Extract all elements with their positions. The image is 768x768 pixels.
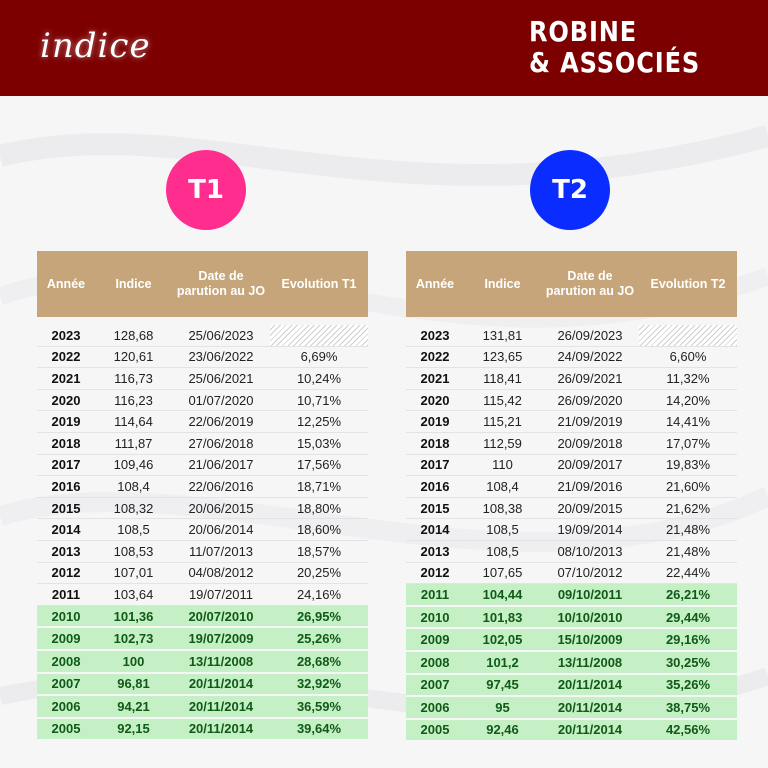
table-row [406, 346, 737, 368]
table-row [406, 454, 737, 476]
t1-table [37, 251, 368, 741]
date-cell: 21/09/2019 [541, 411, 639, 433]
table-row [37, 346, 368, 368]
t2-table [406, 251, 737, 742]
date-cell: 01/07/2020 [172, 389, 270, 411]
evolution-cell: 26,95% [270, 605, 368, 627]
year-cell: 2023 [406, 325, 464, 346]
year-cell: 2005 [406, 719, 464, 742]
date-cell: 04/08/2012 [172, 562, 270, 584]
index-cell: 97,45 [464, 674, 541, 697]
table-row [406, 519, 737, 541]
t1-header-row [37, 251, 368, 317]
date-cell: 20/11/2014 [541, 719, 639, 742]
date-cell: 13/11/2008 [541, 651, 639, 674]
evolution-cell: 18,57% [270, 540, 368, 562]
evolution-cell: 26,21% [639, 584, 737, 606]
date-cell: 20/09/2018 [541, 432, 639, 454]
evolution-cell: 10,24% [270, 368, 368, 390]
evolution-cell: 29,44% [639, 606, 737, 629]
year-cell: 2010 [406, 606, 464, 629]
year-cell: 2014 [37, 519, 95, 541]
evolution-cell: 18,71% [270, 476, 368, 498]
evolution-cell: 36,59% [270, 695, 368, 718]
date-cell: 25/06/2023 [172, 325, 270, 346]
date-cell: 15/10/2009 [541, 628, 639, 651]
index-cell: 110 [464, 454, 541, 476]
index-cell: 95 [464, 696, 541, 719]
evolution-cell: 42,56% [639, 719, 737, 742]
table-row [406, 674, 737, 697]
evolution-cell: 14,20% [639, 389, 737, 411]
evolution-cell: 21,48% [639, 540, 737, 562]
evolution-cell: 17,56% [270, 454, 368, 476]
date-cell: 22/06/2016 [172, 476, 270, 498]
table-row [406, 497, 737, 519]
year-cell: 2006 [37, 695, 95, 718]
t2-header-row [406, 251, 737, 317]
evolution-cell: 28,68% [270, 650, 368, 673]
date-cell: 26/09/2023 [541, 325, 639, 346]
table-row [406, 719, 737, 742]
table-row [406, 562, 737, 584]
brand-logo [529, 16, 728, 78]
year-cell: 2008 [37, 650, 95, 673]
evolution-cell: 18,60% [270, 519, 368, 541]
year-cell: 2010 [37, 605, 95, 627]
table-row [37, 454, 368, 476]
index-cell: 108,5 [464, 519, 541, 541]
year-cell: 2023 [37, 325, 95, 346]
index-cell: 108,5 [95, 519, 172, 541]
brand-line-1: ROBINE [529, 15, 638, 48]
spacer-row [37, 317, 368, 325]
evolution-cell: 10,71% [270, 389, 368, 411]
table-row [406, 432, 737, 454]
table-row [37, 718, 368, 741]
date-cell: 25/06/2021 [172, 368, 270, 390]
year-cell: 2015 [37, 497, 95, 519]
index-cell: 108,4 [95, 476, 172, 498]
index-cell: 101,83 [464, 606, 541, 629]
date-cell: 09/10/2011 [541, 584, 639, 606]
t1-header-date: Date de parution au JO [172, 251, 270, 317]
date-cell: 20/11/2014 [172, 695, 270, 718]
evolution-cell: 19,83% [639, 454, 737, 476]
evolution-cell: 14,41% [639, 411, 737, 433]
table-row [406, 651, 737, 674]
evolution-cell: 6,69% [270, 346, 368, 368]
year-cell: 2014 [406, 519, 464, 541]
table-row [37, 476, 368, 498]
t1-header-evolution: Evolution T1 [270, 251, 368, 317]
t2-table-body [406, 317, 737, 741]
year-cell: 2011 [37, 584, 95, 606]
evolution-cell: 24,16% [270, 584, 368, 606]
index-cell: 114,64 [95, 411, 172, 433]
year-cell: 2009 [406, 628, 464, 651]
year-cell: 2015 [406, 497, 464, 519]
date-cell: 20/07/2010 [172, 605, 270, 627]
table-row [37, 389, 368, 411]
evolution-cell [639, 325, 737, 346]
header-banner [0, 0, 768, 96]
table-row [37, 673, 368, 696]
index-cell: 103,64 [95, 584, 172, 606]
index-cell: 102,05 [464, 628, 541, 651]
evolution-cell: 12,25% [270, 411, 368, 433]
table-row [37, 411, 368, 433]
year-cell: 2019 [406, 411, 464, 433]
index-cell: 120,61 [95, 346, 172, 368]
date-cell: 22/06/2019 [172, 411, 270, 433]
year-cell: 2016 [37, 476, 95, 498]
year-cell: 2016 [406, 476, 464, 498]
year-cell: 2022 [406, 346, 464, 368]
date-cell: 20/06/2015 [172, 497, 270, 519]
index-cell: 94,21 [95, 695, 172, 718]
index-cell: 107,01 [95, 562, 172, 584]
indice-logo: indice [40, 26, 151, 66]
evolution-cell: 25,26% [270, 627, 368, 650]
index-cell: 128,68 [95, 325, 172, 346]
date-cell: 11/07/2013 [172, 540, 270, 562]
date-cell: 19/07/2009 [172, 627, 270, 650]
year-cell: 2012 [37, 562, 95, 584]
date-cell: 21/09/2016 [541, 476, 639, 498]
evolution-cell: 18,80% [270, 497, 368, 519]
index-cell: 115,42 [464, 389, 541, 411]
table-row [406, 584, 737, 606]
date-cell: 23/06/2022 [172, 346, 270, 368]
index-cell: 100 [95, 650, 172, 673]
table-row [406, 368, 737, 390]
t2-badge: T2 [530, 150, 610, 230]
evolution-cell: 29,16% [639, 628, 737, 651]
date-cell: 20/09/2017 [541, 454, 639, 476]
date-cell: 27/06/2018 [172, 432, 270, 454]
year-cell: 2007 [37, 673, 95, 696]
date-cell: 20/11/2014 [541, 674, 639, 697]
table-row [406, 389, 737, 411]
index-cell: 104,44 [464, 584, 541, 606]
evolution-cell: 6,60% [639, 346, 737, 368]
table-row [37, 695, 368, 718]
evolution-cell: 21,48% [639, 519, 737, 541]
index-cell: 92,46 [464, 719, 541, 742]
t2-header-year: Année [406, 251, 464, 317]
table-row [37, 584, 368, 606]
evolution-cell: 21,62% [639, 497, 737, 519]
table-row [37, 325, 368, 346]
spacer-cell [37, 317, 368, 325]
table-row [37, 650, 368, 673]
brand-line-2: & ASSOCIÉS [529, 46, 701, 79]
t1-header-index: Indice [95, 251, 172, 317]
index-cell: 112,59 [464, 432, 541, 454]
index-cell: 131,81 [464, 325, 541, 346]
index-cell: 101,36 [95, 605, 172, 627]
year-cell: 2017 [37, 454, 95, 476]
table-row [37, 562, 368, 584]
year-cell: 2019 [37, 411, 95, 433]
table-row [37, 519, 368, 541]
year-cell: 2012 [406, 562, 464, 584]
year-cell: 2021 [37, 368, 95, 390]
date-cell: 20/11/2014 [172, 718, 270, 741]
date-cell: 10/10/2010 [541, 606, 639, 629]
evolution-cell: 35,26% [639, 674, 737, 697]
date-cell: 13/11/2008 [172, 650, 270, 673]
index-cell: 108,4 [464, 476, 541, 498]
year-cell: 2007 [406, 674, 464, 697]
index-cell: 108,32 [95, 497, 172, 519]
date-cell: 19/09/2014 [541, 519, 639, 541]
index-cell: 123,65 [464, 346, 541, 368]
t1-badge: T1 [166, 150, 246, 230]
year-cell: 2011 [406, 584, 464, 606]
table-row [37, 497, 368, 519]
index-cell: 92,15 [95, 718, 172, 741]
evolution-cell: 20,25% [270, 562, 368, 584]
table-row [406, 325, 737, 346]
index-cell: 96,81 [95, 673, 172, 696]
index-cell: 116,73 [95, 368, 172, 390]
table-row [37, 605, 368, 627]
table-row [406, 411, 737, 433]
year-cell: 2008 [406, 651, 464, 674]
year-cell: 2009 [37, 627, 95, 650]
t1-table-body [37, 317, 368, 740]
year-cell: 2013 [37, 540, 95, 562]
year-cell: 2013 [406, 540, 464, 562]
date-cell: 26/09/2020 [541, 389, 639, 411]
index-cell: 108,53 [95, 540, 172, 562]
date-cell: 20/11/2014 [541, 696, 639, 719]
year-cell: 2018 [37, 432, 95, 454]
date-cell: 20/06/2014 [172, 519, 270, 541]
evolution-cell: 17,07% [639, 432, 737, 454]
date-cell: 20/09/2015 [541, 497, 639, 519]
year-cell: 2017 [406, 454, 464, 476]
table-row [406, 696, 737, 719]
evolution-cell: 30,25% [639, 651, 737, 674]
table-row [406, 540, 737, 562]
table-row [406, 476, 737, 498]
date-cell: 24/09/2022 [541, 346, 639, 368]
date-cell: 26/09/2021 [541, 368, 639, 390]
evolution-cell [270, 325, 368, 346]
table-row [37, 540, 368, 562]
index-cell: 118,41 [464, 368, 541, 390]
evolution-cell: 22,44% [639, 562, 737, 584]
index-cell: 101,2 [464, 651, 541, 674]
index-cell: 111,87 [95, 432, 172, 454]
date-cell: 20/11/2014 [172, 673, 270, 696]
index-cell: 107,65 [464, 562, 541, 584]
spacer-row [406, 317, 737, 325]
evolution-cell: 15,03% [270, 432, 368, 454]
year-cell: 2020 [37, 389, 95, 411]
t2-header-index: Indice [464, 251, 541, 317]
date-cell: 21/06/2017 [172, 454, 270, 476]
year-cell: 2021 [406, 368, 464, 390]
t1-header-year: Année [37, 251, 95, 317]
evolution-cell: 32,92% [270, 673, 368, 696]
table-row [37, 432, 368, 454]
index-cell: 108,5 [464, 540, 541, 562]
year-cell: 2020 [406, 389, 464, 411]
table-row [406, 628, 737, 651]
year-cell: 2006 [406, 696, 464, 719]
t2-header-date: Date de parution au JO [541, 251, 639, 317]
evolution-cell: 21,60% [639, 476, 737, 498]
table-row [37, 368, 368, 390]
table-row [406, 606, 737, 629]
table-row [37, 627, 368, 650]
year-cell: 2018 [406, 432, 464, 454]
evolution-cell: 11,32% [639, 368, 737, 390]
year-cell: 2022 [37, 346, 95, 368]
date-cell: 08/10/2013 [541, 540, 639, 562]
evolution-cell: 38,75% [639, 696, 737, 719]
index-cell: 102,73 [95, 627, 172, 650]
date-cell: 07/10/2012 [541, 562, 639, 584]
index-cell: 109,46 [95, 454, 172, 476]
year-cell: 2005 [37, 718, 95, 741]
date-cell: 19/07/2011 [172, 584, 270, 606]
index-cell: 115,21 [464, 411, 541, 433]
index-cell: 116,23 [95, 389, 172, 411]
spacer-cell [406, 317, 737, 325]
evolution-cell: 39,64% [270, 718, 368, 741]
t2-header-evolution: Evolution T2 [639, 251, 737, 317]
index-cell: 108,38 [464, 497, 541, 519]
